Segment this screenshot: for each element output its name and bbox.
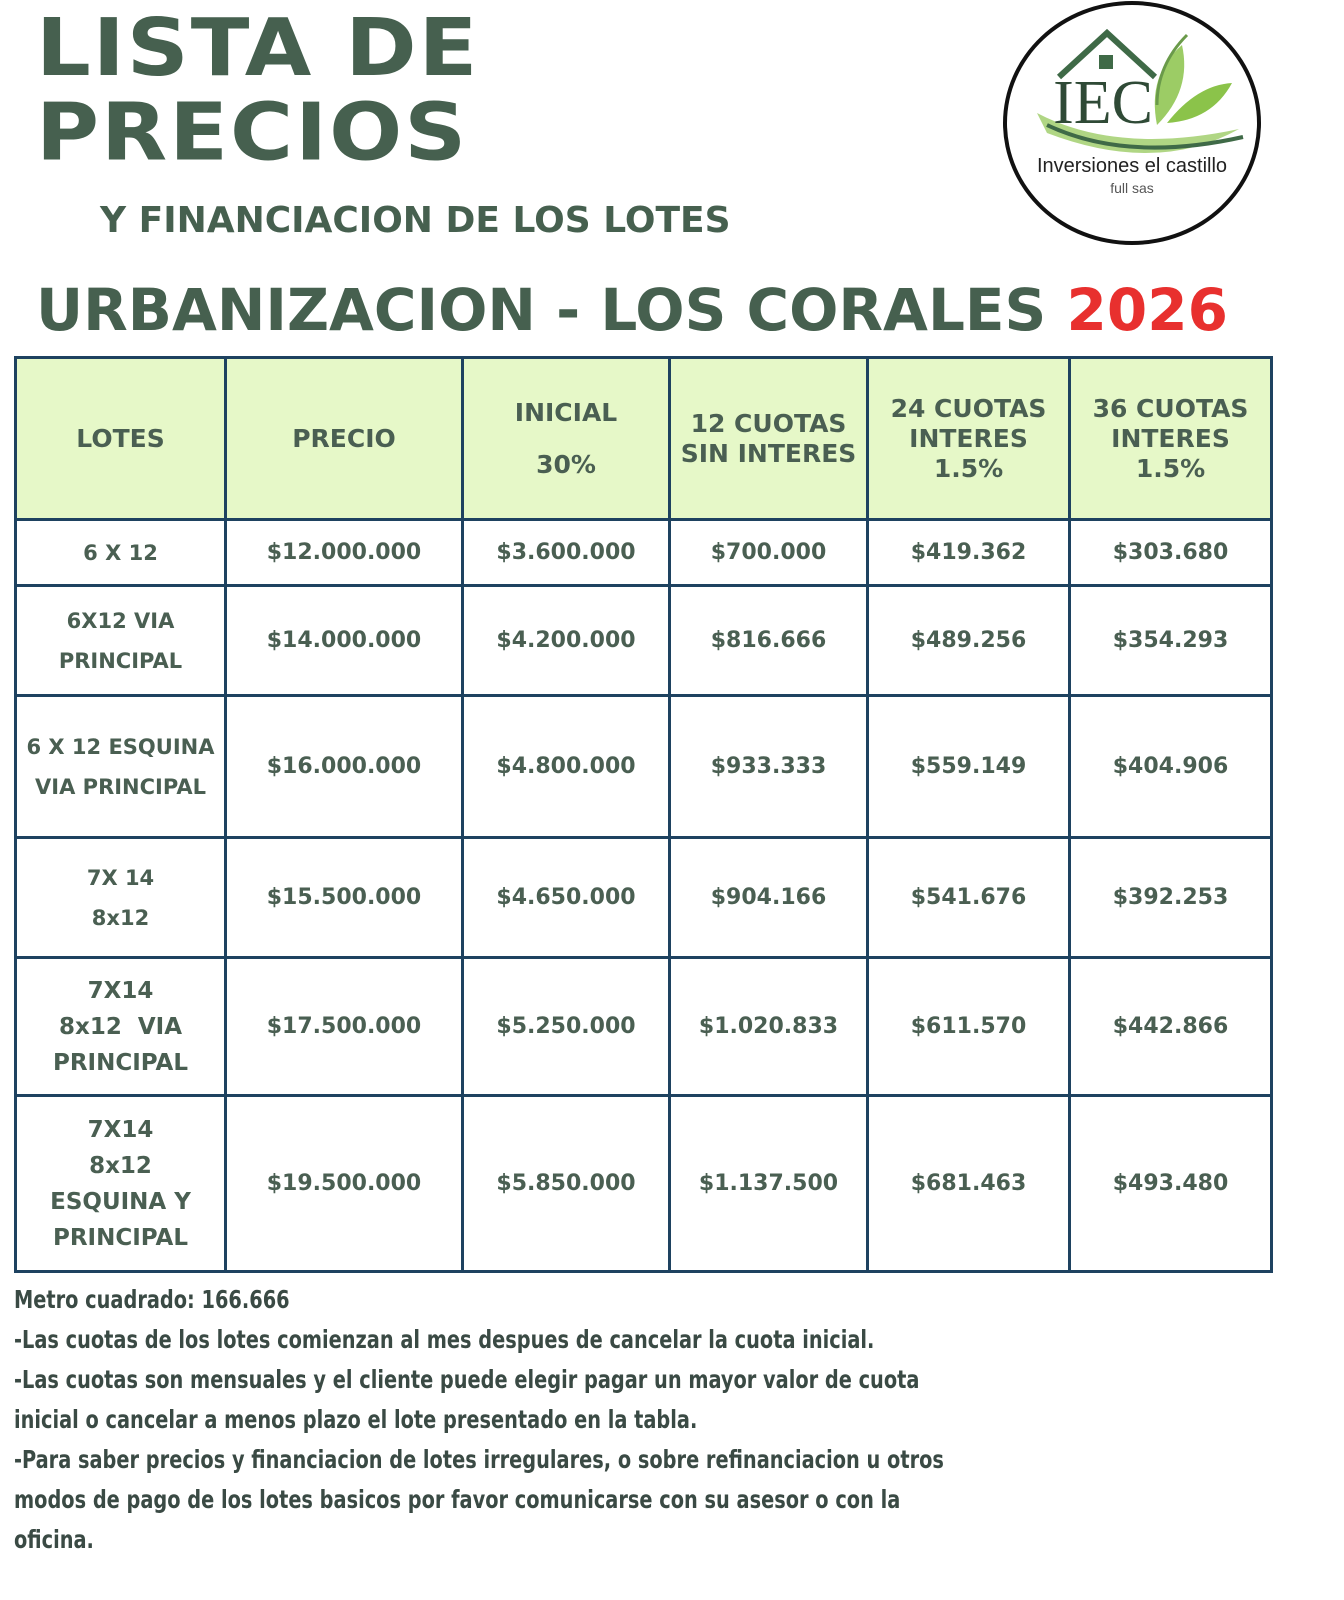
c12-cell: $816.666 [670,586,868,696]
note-line: modos de pago de los lotes basicos por favor comunicarse con su asesor o con la [14,1485,901,1514]
logo-company-suffix: full sas [1110,180,1154,196]
c12-cell: $700.000 [670,520,868,586]
square-meter-price: Metro cuadrado: 166.666 [14,1285,290,1314]
notes-section [14,1280,1014,1560]
c24-cell: $559.149 [868,696,1070,838]
logo-company-name: Inversiones el castillo [1036,155,1228,177]
c12-cell: $1.020.833 [670,958,868,1096]
column-header-line: INICIAL [514,397,618,427]
column-header-line: PRECIO [292,423,396,453]
inicial-cell: $5.250.000 [463,958,670,1096]
c36-cell: $354.293 [1070,586,1272,696]
precio-cell: $15.500.000 [226,838,463,958]
project-year: 2026 [1066,276,1228,344]
table-header-row [16,358,1272,520]
c12-cell: $1.137.500 [670,1096,868,1272]
precio-cell: $12.000.000 [226,520,463,586]
lot-size-line: PRINCIPAL [52,1049,188,1076]
column-header-line: INTERES [909,423,1028,453]
note-line: -Las cuotas son mensuales y el cliente puede elegir pagar un mayor valor de cuota [14,1365,920,1394]
lot-size-cell [16,586,226,696]
c36-cell: $493.480 [1070,1096,1272,1272]
lot-size-cell [16,520,226,586]
lot-size-line: 8x12 [91,905,150,930]
c12-cell: $933.333 [670,696,868,838]
c24-cell: $541.676 [868,838,1070,958]
column-header [868,358,1070,520]
project-name: URBANIZACION - LOS CORALES [36,276,1067,344]
inicial-cell: $4.200.000 [463,586,670,696]
lot-size-line: 6 X 12 ESQUINA [26,734,215,759]
lot-size-line: ESQUINA Y [50,1188,191,1215]
precio-cell: $19.500.000 [226,1096,463,1272]
inicial-cell: $4.650.000 [463,838,670,958]
column-header-line: 1.5% [1135,453,1206,483]
c36-cell: $404.906 [1070,696,1272,838]
lot-size-line: 7X14 [87,1116,154,1143]
column-header-line: 30% [536,449,596,479]
table-row [16,1096,1272,1272]
lot-size-line: 8x12 [89,1152,152,1179]
lot-size-cell [16,696,226,838]
lot-size-line: 6 X 12 [83,540,158,565]
inicial-cell: $5.850.000 [463,1096,670,1272]
lot-size-line: PRINCIPAL [58,648,183,673]
precio-cell: $16.000.000 [226,696,463,838]
page-title: LISTA DE PRECIOS [36,2,480,179]
inicial-cell: $4.800.000 [463,696,670,838]
table-row [16,520,1272,586]
lot-size-line: 7X 14 [86,865,155,890]
column-header-line: LOTES [76,423,165,453]
note-line: -Las cuotas de los lotes comienzan al mes despues de cancelar la cuota inicial. [14,1325,875,1354]
page-subtitle: Y FINANCIACION DE LOS LOTES [100,200,731,241]
logo-emblem-icon [1007,5,1261,245]
column-header-line: 12 CUOTAS [690,408,847,438]
c36-cell: $303.680 [1070,520,1272,586]
c36-cell: $442.866 [1070,958,1272,1096]
lot-size-line: 7X14 [87,977,154,1004]
c24-cell: $681.463 [868,1096,1070,1272]
table-row [16,696,1272,838]
svg-text:IEC: IEC [1053,69,1153,137]
c24-cell: $419.362 [868,520,1070,586]
c24-cell: $611.570 [868,958,1070,1096]
c24-cell: $489.256 [868,586,1070,696]
lot-size-line: PRINCIPAL [52,1224,188,1251]
column-header-line: SIN INTERES [680,438,857,468]
lot-size-cell [16,1096,226,1272]
column-header-line: 1.5% [933,453,1004,483]
table-row [16,958,1272,1096]
c12-cell: $904.166 [670,838,868,958]
lot-size-line: 8x12 VIA [58,1013,183,1040]
column-header-line: 24 CUOTAS [890,393,1047,423]
lot-size-line: VIA PRINCIPAL [35,774,206,799]
column-header-line: INTERES [1111,423,1230,453]
note-line: inicial o cancelar a menos plazo el lote presentado en la tabla. [14,1405,698,1434]
price-table [14,356,1273,1273]
company-logo [1003,1,1261,245]
inicial-cell: $3.600.000 [463,520,670,586]
column-header [16,358,226,520]
table-row [16,586,1272,696]
precio-cell: $17.500.000 [226,958,463,1096]
column-header [463,358,670,520]
lot-size-cell [16,838,226,958]
precio-cell: $14.000.000 [226,586,463,696]
c36-cell: $392.253 [1070,838,1272,958]
column-header [1070,358,1272,520]
note-line: -Para saber precios y financiacion de lotes irregulares, o sobre refinanciacion u otros [14,1445,944,1474]
lot-size-cell [16,958,226,1096]
column-header [670,358,868,520]
project-title [36,276,1228,344]
column-header-line: 36 CUOTAS [1092,393,1249,423]
note-line: oficina. [14,1525,94,1554]
table-row [16,838,1272,958]
lot-size-line: 6X12 VIA [66,608,175,633]
column-header [226,358,463,520]
